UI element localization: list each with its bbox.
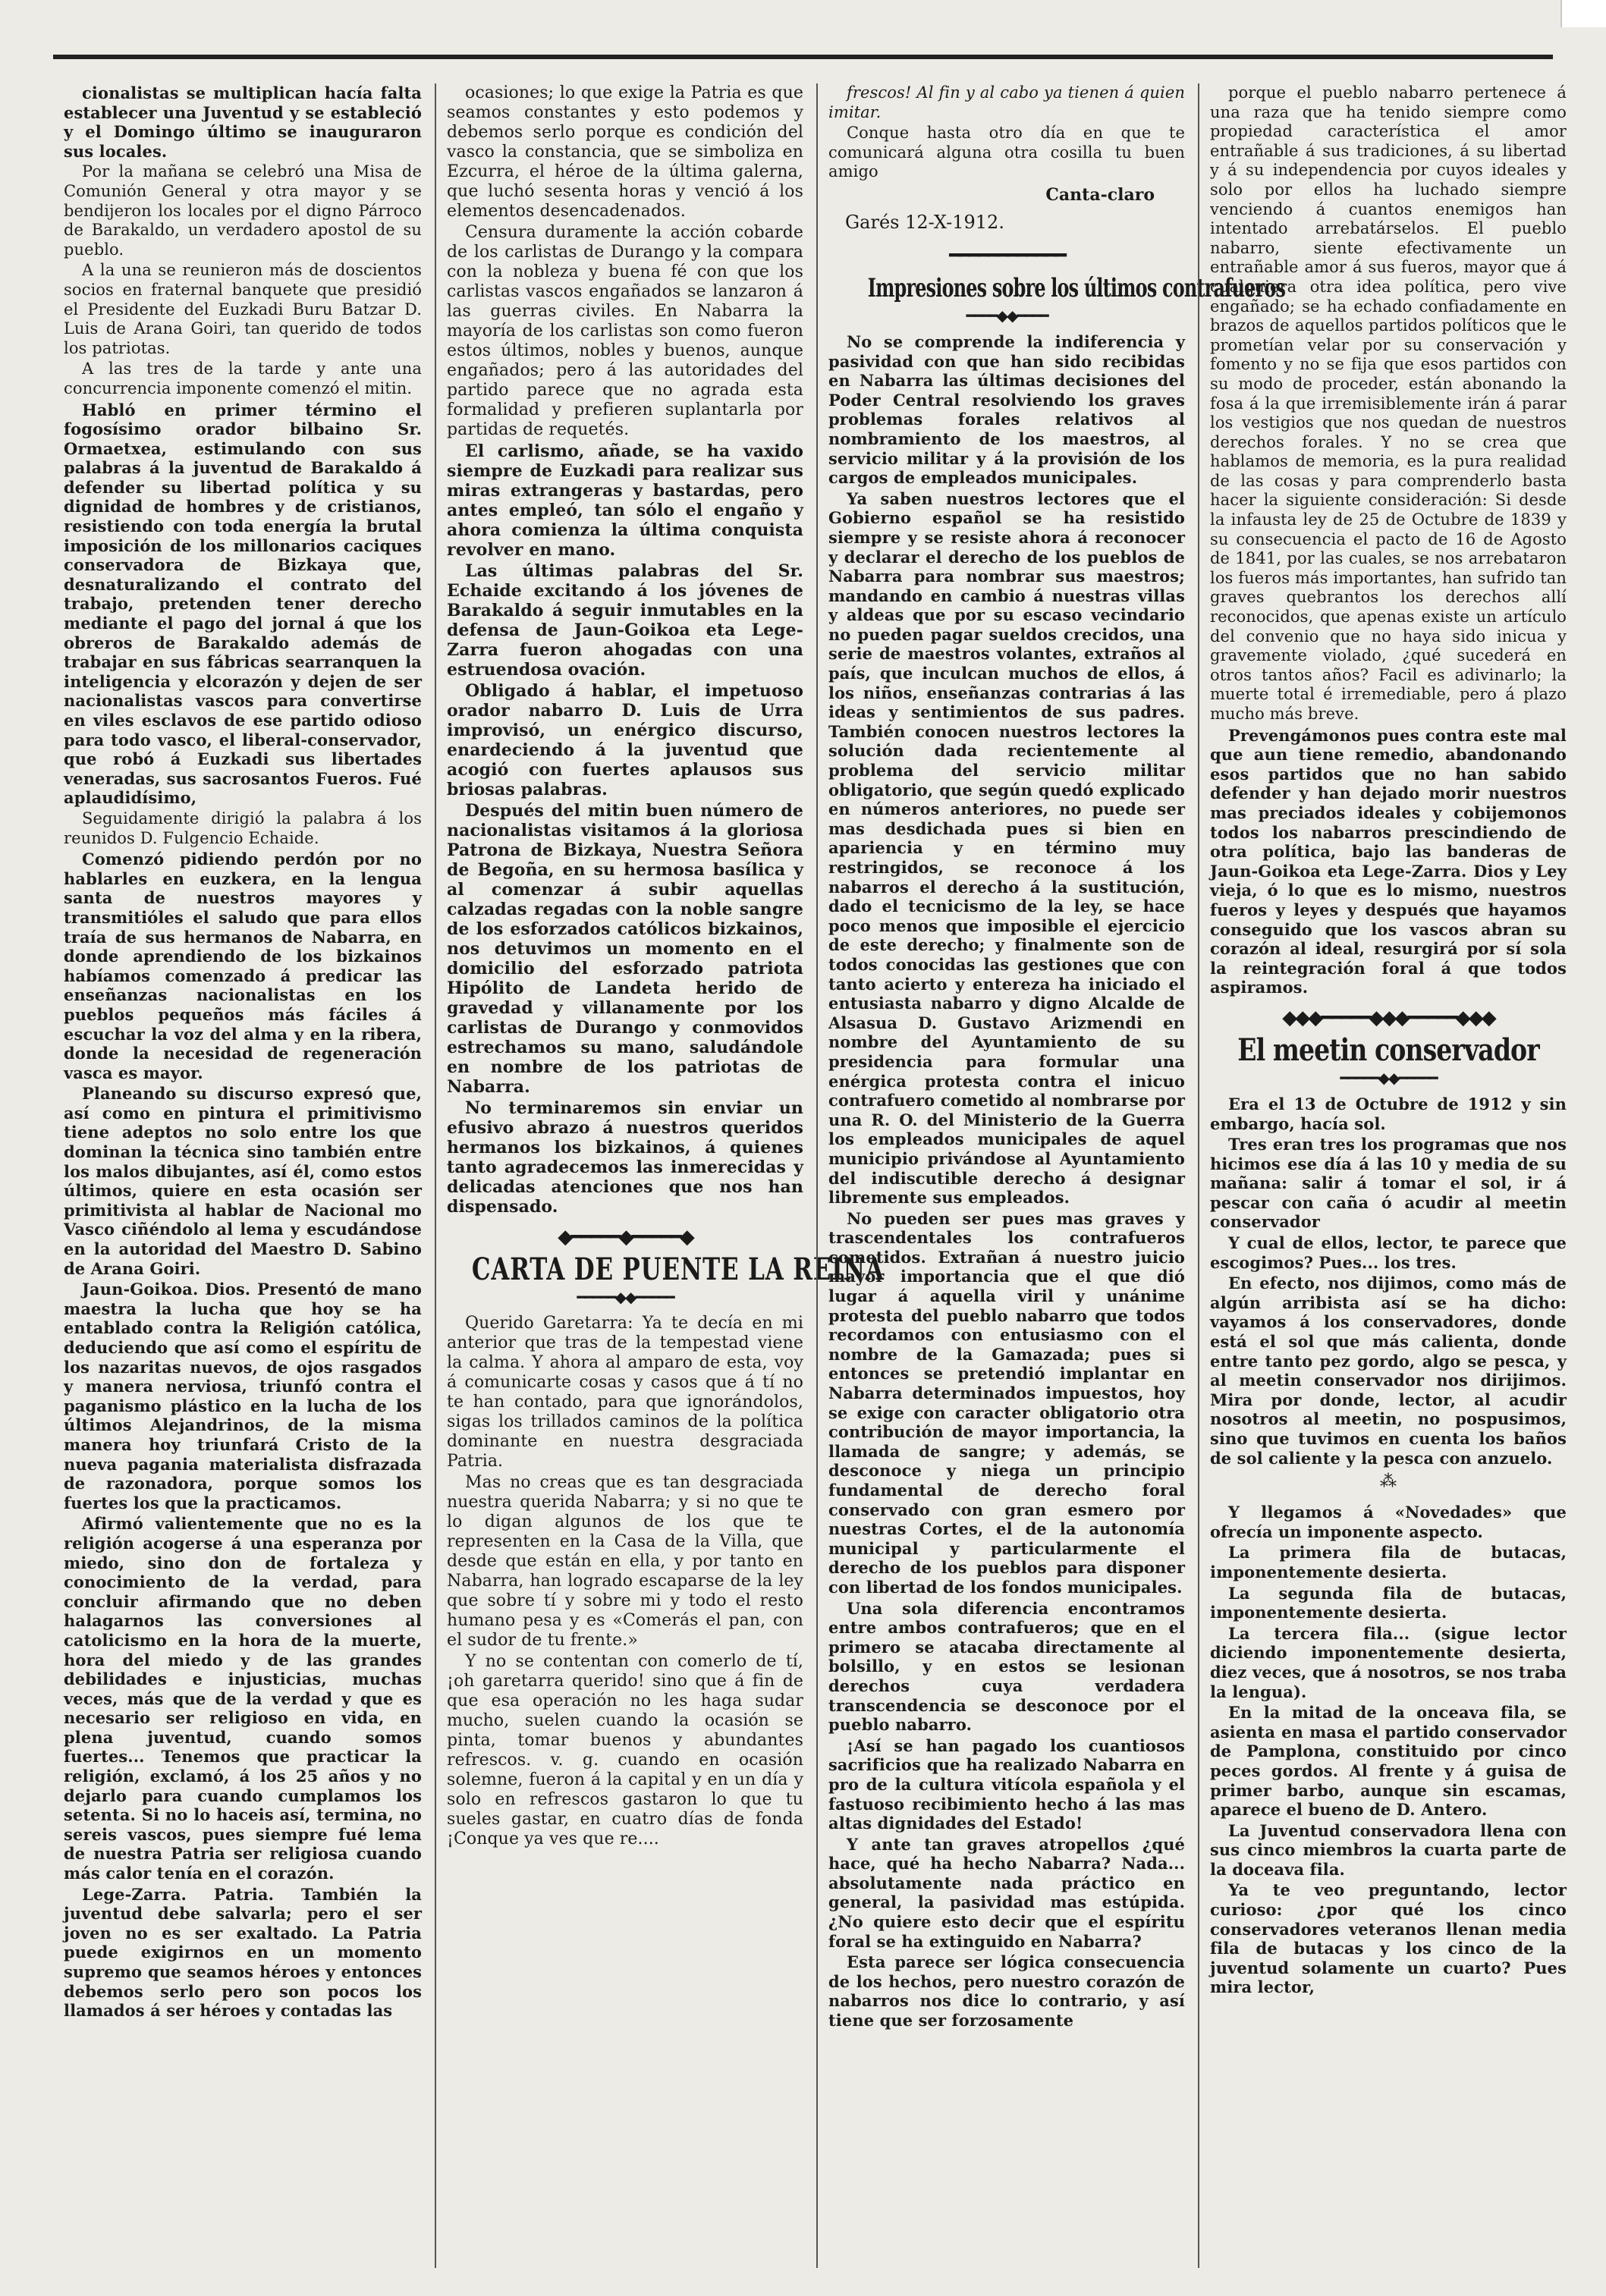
- article-heading: Impresiones sobre los últimos contrafueros: [867, 272, 1286, 303]
- paragraph: La tercera fila... (sigue lector diciendo imponentemente desierta, diez veces, que á nosotros, se nos traba la lengua).: [1210, 1623, 1567, 1701]
- column-4: [1198, 83, 1577, 2268]
- paragraph: A la una se reunieron más de doscientos socios en fraternal banquete que presidió el Presidente del Euzkadi Buru Batzar D. Luis de Arana Goiri, tan querido de todos los patriotas.: [64, 261, 422, 357]
- ornament-divider: ━━━━━━━━━━━━: [949, 243, 1064, 267]
- paragraph: Planeando su discurso expresó que, así como en pintura el primitivismo tiene adeptos no solo entre los que dominan la técnica sino también entre los malos dibujantes, así él, como estos últimos, quiere en esta ocasión ser primitivista al hablar de Nacional mo Vasco ciñéndolo al lema y escudándose en la autoridad del Maestro D. Sabino de Arana Goiri.: [64, 1084, 422, 1278]
- paragraph: Ya saben nuestros lectores que el Gobierno español se ha resistido siempre y se resiste ahora á reconocer y declarar el derecho de los pueblos de Nabarra para nombrar sus maestros; mandando en cambio á nuestras villas y aldeas que por su escaso vecindario no pueden pagar sueldos crecidos, una serie de maestros volantes, extraños al país, que inculcan muchos de ellos, á los niños, enseñanzas contrarias á las ideas y sentimientos de sus padres. También conocen nuestros lectores la solución dada recientemente al problema del servicio militar obligatorio, que según quedó explicado en números anteriores, no puede ser mas desdichada pues si bien en apariencia y en término muy restringidos, se reconoce á los nabarros el derecho á la sustitución, dado el tecnicismo de la ley, se hace poco menos que imposible el ejercicio de este derecho; y finalmente son de todos conocidas las gestiones que con tanto acierto y entereza ha iniciado el entusiasta nabarro y digno Alcalde de Alsasua D. Gustavo Arizmendi en nombre del Ayuntamiento de su presidencia para formular una enérgica protesta contra el inicuo contrafuero cometido al nombrarse por una R. O. del Ministerio de la Guerra los empleados municipales de aquel municipio privándose al Ayuntamiento del indiscutible derecho á designar libremente sus empleados.: [828, 488, 1185, 1208]
- paragraph: Prevengámonos pues contra este mal que aun tiene remedio, abandonando esos partidos que no han sabido defender y han dejado morir nuestros mas preciados ideales y cobijemonos todos los nabarros prescindiendo de otra política, bajo las banderas de Jaun-Goikoa eta Lege-Zarra. Dios y Ley vieja, ó lo que es lo mismo, nuestros fueros y leyes y después que hayamos conseguido que los vascos abran su corazón al ideal, resurgirá por sí sola la reintegración foral á que todos aspiramos.: [1210, 725, 1567, 997]
- paragraph: La Juventud conservadora llena con sus cinco miembros la cuarta parte de la doceava fila.: [1210, 1820, 1567, 1879]
- column-1: [53, 83, 432, 2268]
- paragraph: Conque hasta otro día en que te comunicará alguna otra cosilla tu buen amigo: [828, 124, 1185, 181]
- paragraph: El carlismo, añade, se ha vaxido siempre de Euzkadi para realizar sus miras extrangeras y bastardas, pero antes empleó, tan sólo el engaño y ahora comienza la última conquista revolver en mano.: [447, 441, 803, 560]
- paragraph: Jaun-Goikoa. Dios. Presentó de mano maestra la lucha que hoy se ha entablado contra la Religión católica, deduciendo que así como el espíritu de los nazaritas nuevos, de ojos rasgados y manera nerviosa, triunfó contra el paganismo plástico en la lucha de los últimos Alejandrinos, de la misma manera hoy triunfará Cristo de la nueva pagania materialista disfrazada de razonadora, porque somos los fuertes los que la practicamos.: [64, 1280, 422, 1512]
- ornament-divider: ◆━━━━━◆━━━━━◆: [558, 1226, 693, 1249]
- paragraph: Ya te veo preguntando, lector curioso: ¿por qué los cinco conservadores veteranos llenan media fila de butacas y los cinco de la juventud solamente un cuarto? Pues mira lector,: [1210, 1880, 1567, 1997]
- paragraph: cionalistas se multiplican hacía falta establecer una Juventud y se estableció y el Domingo último se inauguraron sus locales.: [64, 83, 422, 161]
- paragraph: Y no se contentan con comerlo de tí, ¡oh garetarra querido! sino que á fin de que esa operación no les haga sudar mucho, suelen cuando la ocasión se pinta, tomar buenos y abundantes refrescos. v. g. cuando en ocasión solemne, fueron á la capital y en un día y solo en refrescos gastaron lo que tu sueles gastar, en cuatro días de fonda ¡Conque ya ves que re....: [447, 1652, 803, 1848]
- date-line: Garés 12-X-1912.: [845, 211, 1004, 233]
- paragraph: Y llegamos á «Novedades» que ofrecía un imponente aspecto.: [1210, 1503, 1567, 1541]
- column-3: [816, 83, 1286, 2268]
- paragraph: No se comprende la indiferencia y pasividad con que han sido recibidas en Nabarra las últimas decisiones del Poder Central resolviendo los graves problemas forales relativos al nombramiento de los maestros, al servicio militar y á la provisión de los cargos de empleados municipales.: [828, 331, 1185, 488]
- paragraph: ocasiones; lo que exige la Patria es que seamos constantes y esto podemos y debemos serlo porque es condición del vasco la constancia, que se simboliza en Ezcurra, el héroe de la última galerna, que luchó sesenta horas y venció á los elementos desencadenados.: [447, 83, 803, 221]
- paragraph: ¡Así se han pagado los cuantiosos sacrificios que ha realizado Nabarra en pro de la cultura vitícola española y el fastuoso recibimiento hecho á las mas altas dignidades del Estado!: [828, 1735, 1185, 1833]
- paragraph: frescos! Al fin y al cabo ya tienen á quien imitar.: [828, 83, 1185, 121]
- paragraph: Lege-Zarra. Patria. También la juventud debe salvarla; pero el ser joven no es ser exaltado. La Patria puede exigirnos en un momento supremo que seamos héroes y entonces debemos serlo pero son pocos los llamados á ser héroes y contadas las: [64, 1884, 422, 2021]
- top-rule: [53, 55, 1553, 59]
- paragraph: Afirmó valientemente que no es la religión acogerse á una esperanza por miedo, sino don de fortaleza y conocimiento de la verdad, para concluir afirmando que no deben halagarnos las conversiones al catolicismo en la hora de la muerte, hora del miedo y de las grandes debilidades e injusticias, muchas veces, más que de la verdad y que es necesario ser religioso en vida, en plena juventud, cuando somos fuertes... Tenemos que practicar la religión, exclamó, á los 25 años y no dejarlo para cuando cumplamos los setenta. Si no lo haceis así, termina, no sereis vascos, pues siempre fué lema de nuestra Patria ser religiosa cuando más calor tenía en el corazón.: [64, 1514, 422, 1883]
- paragraph: Por la mañana se celebró una Misa de Comunión General y otra mayor y se bendijeron los locales por el digno Párroco de Barakaldo, un verdadero apostol de su pueblo.: [64, 162, 422, 259]
- paragraph: Después del mitin buen número de nacionalistas visitamos á la gloriosa Patrona de Bizkaya, Nuestra Señora de Begoña, en su hermosa basílica y al comenzar á subir aquellas calzadas regadas con la noble sangre de los esforzados católicos bizkainos, nos detuvimos un momento en el domicilio del esforzado patriota Hipólito de Landeta herido de gravedad y villanamente por los carlistas de Durango y conmovidos estrechamos su mano, saludándole en nombre de los patriotas de Nabarra.: [447, 801, 803, 1097]
- paragraph: Obligado á hablar, el impetuoso orador nabarro D. Luis de Urra improvisó, un enérgico discurso, enardeciendo á la juventud que acogió con fuertes aplausos sus briosas palabras.: [447, 681, 803, 799]
- page-edge-mark: [1560, 0, 1606, 27]
- paragraph: Habló en primer término el fogosísimo orador bilbaino Sr. Ormaetxea, estimulando con sus palabras á la juventud de Barakaldo á defender su libertad política y su dignidad de hombres y de cristianos, resistiendo con toda energía la brutal imposición de los millonarios caciques conservadora de Bizkaya que, desnaturalizando el contrato del trabajo, pretenden tener derecho mediante el pago del jornal á que los obreros de Barakaldo además de trabajar en sus fábricas searranquen la inteligencia y elcorazón y dejen de ser nacionalistas vascos para convertirse en viles esclavos de ese partido odioso para todo vasco, el liberal-conservador, que robó á Euzkadi sus libertades veneradas, sus sacrosantos Fueros. Fué aplaudidísimo,: [64, 400, 422, 808]
- paragraph: En la mitad de la onceava fila, se asienta en masa el partido conservador de Pamplona, constituido por cinco peces gordos. Al frente y á guisa de primer barbo, aunque sin escamas, aparece el bueno de D. Antero.: [1210, 1703, 1567, 1820]
- paragraph: Y cual de ellos, lector, te parece que escogimos? Pues... los tres.: [1210, 1233, 1567, 1272]
- signature: Canta-claro: [1045, 184, 1155, 205]
- paragraph: Censura duramente la acción cobarde de los carlistas de Durango y la compara con la nobleza y buena fé con que los carlistas vascos engañados se lanzaron á las guerras civiles. En Nabarra la mayoría de los carlistas son como fueron estos últimos, nobles y buenos, aunque engañados; pero á las autoridades del partido parece que no agrada esta formalidad y prefieren suplantarla por partidas de requetés.: [447, 223, 803, 439]
- article-heading: CARTA DE PUENTE LA REINA: [471, 1252, 885, 1287]
- paragraph: Esta parece ser lógica consecuencia de los hechos, pero nuestro corazón de nabarros nos dice lo contrario, y así tiene que ser forzosamente: [828, 1952, 1185, 2031]
- paragraph: Tres eran tres los programas que nos hicimos ese día á las 10 y media de su mañana: salir á tomar el sol, ir á pescar con caña ó acudir al meetin conservador: [1210, 1135, 1567, 1232]
- paragraph: Querido Garetarra: Ya te decía en mi anterior que tras de la tempestad viene la calma. Y ahora al amparo de esta, voy á comunicarte cosas y casos que á tí no te han contado, para que ignorándolos, sigas los trillados caminos de la política dominante en nuestra desgraciada Patria.: [447, 1314, 803, 1471]
- paragraph: Las últimas palabras del Sr. Echaide excitando á los jóvenes de Barakaldo á seguir inmutables en la defensa de Jaun-Goikoa eta Lege-Zarra fueron ahogadas con una estruendosa ovación.: [447, 561, 803, 680]
- paragraph: No pueden ser pues mas graves y trascendentales los contrafueros cometidos. Extrañan á nuestro juicio mayor importancia que el que dió lugar á aquella viril y unánime protesta del pueblo nabarro que todos recordamos con entusiasmo con el nombre de la Gamazada; pues si entonces se pretendió implantar en Nabarra determinados impuestos, hoy se exige con caracter obligatorio otra contribución de mayor importancia, la llamada de sangre; y además, se desconoce y niega un principio fundamental de derecho foral conservado con gran esmero por nuestras Cortes, el de la autonomía municipal y particularmente el derecho de los pueblos para disponer con libertad de los fondos municipales.: [828, 1208, 1185, 1597]
- paragraph: Seguidamente dirigió la palabra á los reunidos D. Fulgencio Echaide.: [64, 809, 422, 847]
- ornament-divider: ━━━━◆◆━━━━: [966, 306, 1048, 325]
- paragraph: Una sola diferencia encontramos entre ambos contrafueros; que en el primero se atacaba directamente al bolsillo, y en estos se lesionan derechos cuya verdadera transcendencia se desconoce por el pueblo nabarro.: [828, 1598, 1185, 1735]
- paragraph: Mas no creas que es tan desgraciada nuestra querida Nabarra; y si no que te lo digan algunos de los que te representen en la Casa de la Villa, que desde que están en ella, y por tanto en Nabarra, han logrado escaparse de la ley que sobre tí y sobre mi y todo el resto humano pesa y es «Comerás el pan, con el sudor de tu frente.»: [447, 1473, 803, 1650]
- paragraph: A las tres de la tarde y ante una concurrencia imponente comenzó el mitin.: [64, 360, 422, 397]
- paragraph: La segunda fila de butacas, imponentemente desierta.: [1210, 1583, 1567, 1622]
- paragraph: Comenzó pidiendo perdón por no hablarles en euzkera, en la lengua santa de nuestros mayores y transmitióles el saludo que para ellos traía de sus hermanos de Nabarra, en donde aprendiendo de los bizkainos habíamos comenzado á predicar las enseñanzas nacionalistas en los pueblos pequeños más fáciles á escuchar la voz del alma y en la ribera, donde la necesidad de regeneración vasca es mayor.: [64, 850, 422, 1082]
- paragraph: No terminaremos sin enviar un efusivo abrazo á nuestros queridos hermanos los bizkainos, á quienes tanto agradecemos las inmerecidas y delicadas atenciones que nos han dispensado.: [447, 1098, 803, 1217]
- ornament-divider: ━━━━━◆◆━━━━━: [1340, 1068, 1437, 1087]
- paragraph: Y ante tan graves atropellos ¿qué hace, qué ha hecho Nabarra? Nada... absolutamente nada práctico en general, la pasividad mas estúpida. ¿No quiere esto decir que el espíritu foral se ha extinguido en Nabarra?: [828, 1834, 1185, 1951]
- paragraph: porque el pueblo nabarro pertenece á una raza que ha tenido siempre como propiedad característica el amor entrañable á sus tradiciones, á su libertad y á su independencia por cuyos ideales y solo por ellos ha luchado siempre venciendo á cuantos enemigos han intentado arrebatárselos. El pueblo nabarro, siente efectivamente un entrañable amor á sus fueros, mayor que á cualquiera otra idea política, pero vive engañado; se ha echado confiadamente en brazos de aquellos partidos políticos que le prometían velar por su conservación y fomento y no se fija que esos partidos con su modo de proceder, están abonando la fosa á la que irremisiblemente irán á parar los vestigios que nos quedan de nuestros derechos forales. Y no se crea que hablamos de memoria, es la pura realidad de las cosas y para comprenderlo basta hacer la siguiente consideración: Si desde la infausta ley de 25 de Octubre de 1839 y su consecuencia el pacto de 16 de Agosto de 1841, por las cuales, se nos arrebataron los fueros más importantes, han sufrido tan graves quebrantos los derechos allí reconocidos, que apenas existe un artículo del convenio que no haya sido inicua y gravemente violado, ¿qué sucederá en otros tantos años? Facil es adivinarlo; la muerte total é irremediable, pero á plazo mucho más breve.: [1210, 83, 1567, 723]
- paragraph: La primera fila de butacas, imponentemente desierta.: [1210, 1543, 1567, 1581]
- ornament-divider: ◆◆◆━━━━━◆◆◆━━━━━◆◆◆: [1282, 1006, 1494, 1029]
- column-2: [435, 83, 885, 2268]
- section-stars: ⁂: [1380, 1472, 1397, 1492]
- columns: [53, 83, 1578, 2268]
- ornament-divider: ━━━━━◆◆━━━━━: [577, 1288, 674, 1306]
- paragraph: Era el 13 de Octubre de 1912 y sin embargo, hacía sol.: [1210, 1094, 1567, 1133]
- article-heading: El meetin conservador: [1237, 1032, 1539, 1068]
- paragraph: En efecto, nos dijimos, como más de algún arribista así se ha dicho: vayamos á los conservadores, donde está el sol que más calienta, donde entre tanto pez gordo, algo se pesca, y al meetin conservador nos dirijimos. Mira por donde, lector, al acudir nosotros al meetin, no pospusimos, sino que tuvimos en cuenta los baños de sol caliente y la pesca con anzuelo.: [1210, 1274, 1567, 1468]
